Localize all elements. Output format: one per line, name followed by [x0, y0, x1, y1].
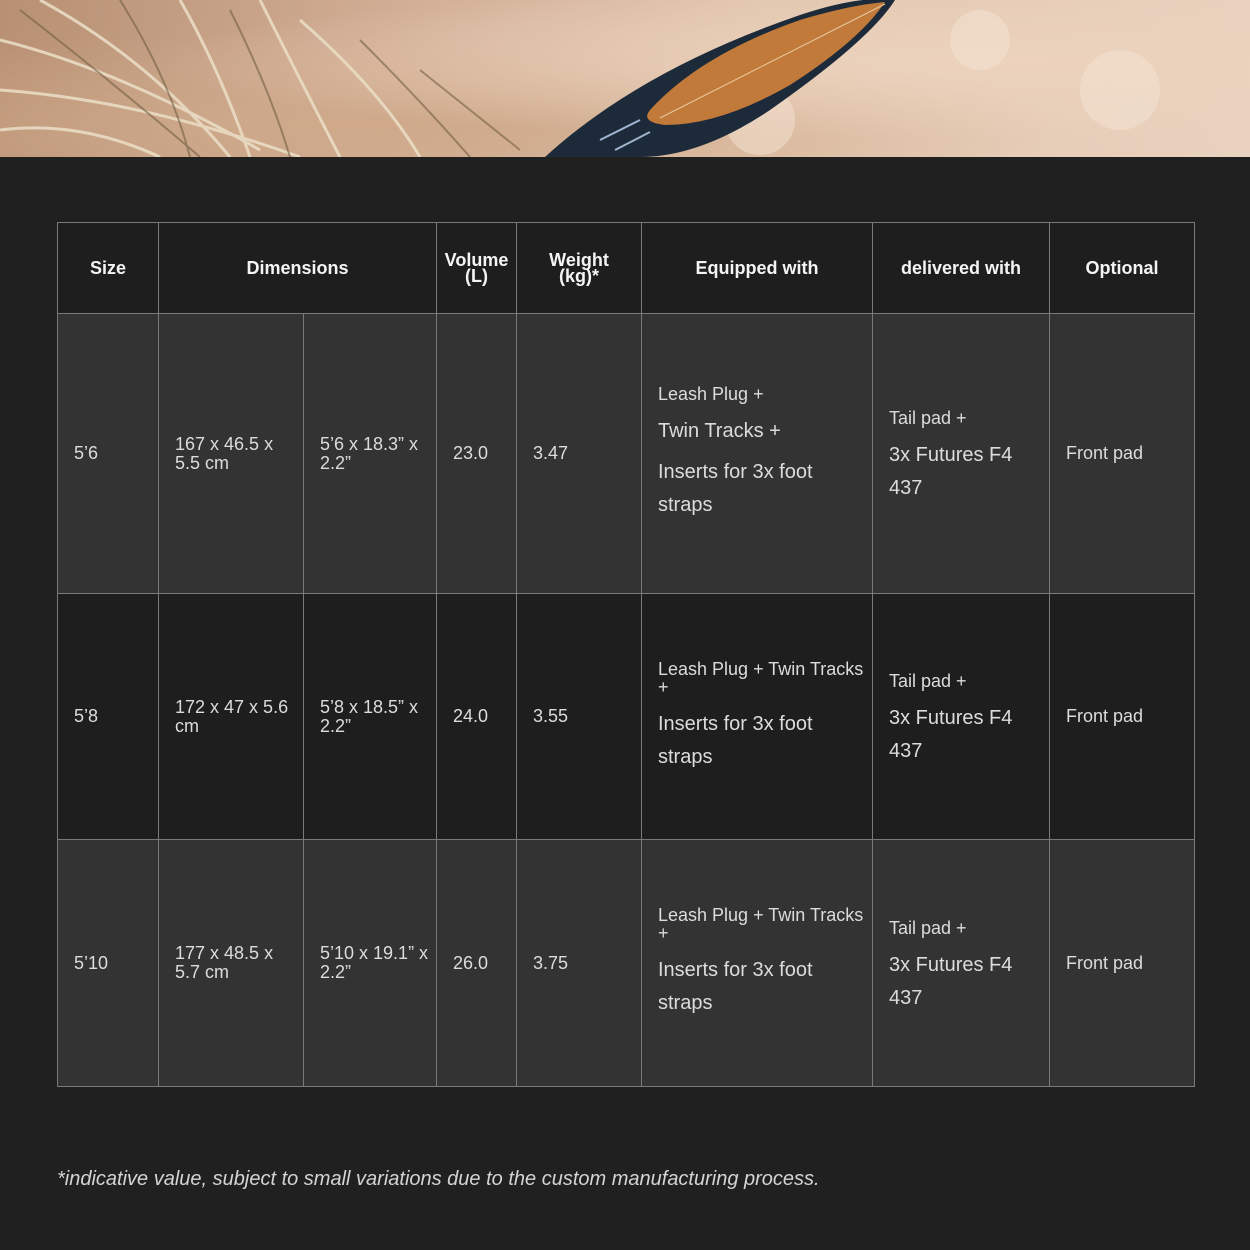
equipped-line: Leash Plug + Twin Tracks +	[658, 658, 864, 697]
table-row	[58, 594, 1195, 840]
header-weight	[517, 223, 642, 314]
delivered-line: 3x Futures F4 437	[889, 953, 1013, 1009]
cell-dim-in: 5’6 x 18.3” x 2.2”	[304, 314, 437, 594]
size-spec-table	[57, 222, 1195, 1087]
cell-delivered	[873, 594, 1050, 840]
delivered-line: Tail pad +	[889, 917, 967, 938]
table-row	[58, 840, 1195, 1087]
cell-size: 5’8	[58, 594, 159, 840]
cell-volume: 23.0	[437, 314, 517, 594]
delivered-line: 3x Futures F4 437	[889, 707, 1013, 762]
cell-optional: Front pad	[1050, 840, 1195, 1087]
equipped-line: Inserts for 3x foot straps	[658, 712, 813, 768]
equipped-line: Twin Tracks +	[658, 420, 781, 442]
surfboard	[545, 0, 895, 157]
cell-delivered	[873, 840, 1050, 1087]
table-header-row	[58, 223, 1195, 314]
cell-dim-cm: 172 x 47 x 5.6 cm	[159, 594, 304, 840]
delivered-line: 3x Futures F4 437	[889, 444, 1013, 499]
cell-optional: Front pad	[1050, 594, 1195, 840]
cell-dim-in: 5’8 x 18.5” x 2.2”	[304, 594, 437, 840]
header-optional: Optional	[1050, 223, 1195, 314]
cell-equipped	[642, 840, 873, 1087]
cell-weight: 3.47	[517, 314, 642, 594]
footnote: *indicative value, subject to small variations due to the custom manufacturing process.	[57, 1168, 820, 1190]
delivered-line: Tail pad +	[889, 408, 967, 428]
header-volume-unit: (L)	[465, 266, 488, 286]
cell-volume: 26.0	[437, 840, 517, 1087]
cell-size: 5’10	[58, 840, 159, 1087]
cell-optional: Front pad	[1050, 314, 1195, 594]
equipped-line: Inserts for 3x foot straps	[658, 959, 813, 1014]
equipped-line: Leash Plug +	[658, 384, 764, 404]
cell-weight: 3.55	[517, 594, 642, 840]
table-row	[58, 314, 1195, 594]
delivered-line: Tail pad +	[889, 671, 967, 691]
palm-leaves	[0, 0, 420, 157]
cell-equipped	[642, 314, 873, 594]
cell-dim-cm: 177 x 48.5 x 5.7 cm	[159, 840, 304, 1087]
header-dimensions: Dimensions	[159, 223, 437, 314]
cell-size: 5’6	[58, 314, 159, 594]
cell-volume: 24.0	[437, 594, 517, 840]
cell-weight: 3.75	[517, 840, 642, 1087]
cell-dim-cm: 167 x 46.5 x 5.5 cm	[159, 314, 304, 594]
cell-dim-in: 5’10 x 19.1” x 2.2”	[304, 840, 437, 1087]
header-delivered: delivered with	[873, 223, 1050, 314]
header-volume	[437, 223, 517, 314]
header-volume-label: Volume	[444, 250, 509, 270]
hero-photo	[0, 0, 1250, 157]
cell-delivered	[873, 314, 1050, 594]
header-weight-unit: (kg)*	[559, 266, 599, 286]
equipped-line: Leash Plug + Twin Tracks +	[658, 905, 864, 943]
header-weight-label: Weight	[549, 250, 609, 270]
header-size: Size	[58, 223, 159, 314]
cell-equipped	[642, 594, 873, 840]
equipped-line: Inserts for 3x foot straps	[658, 461, 813, 516]
header-equipped: Equipped with	[642, 223, 873, 314]
palm-leaves-and-surfboard-photo	[0, 0, 1250, 157]
